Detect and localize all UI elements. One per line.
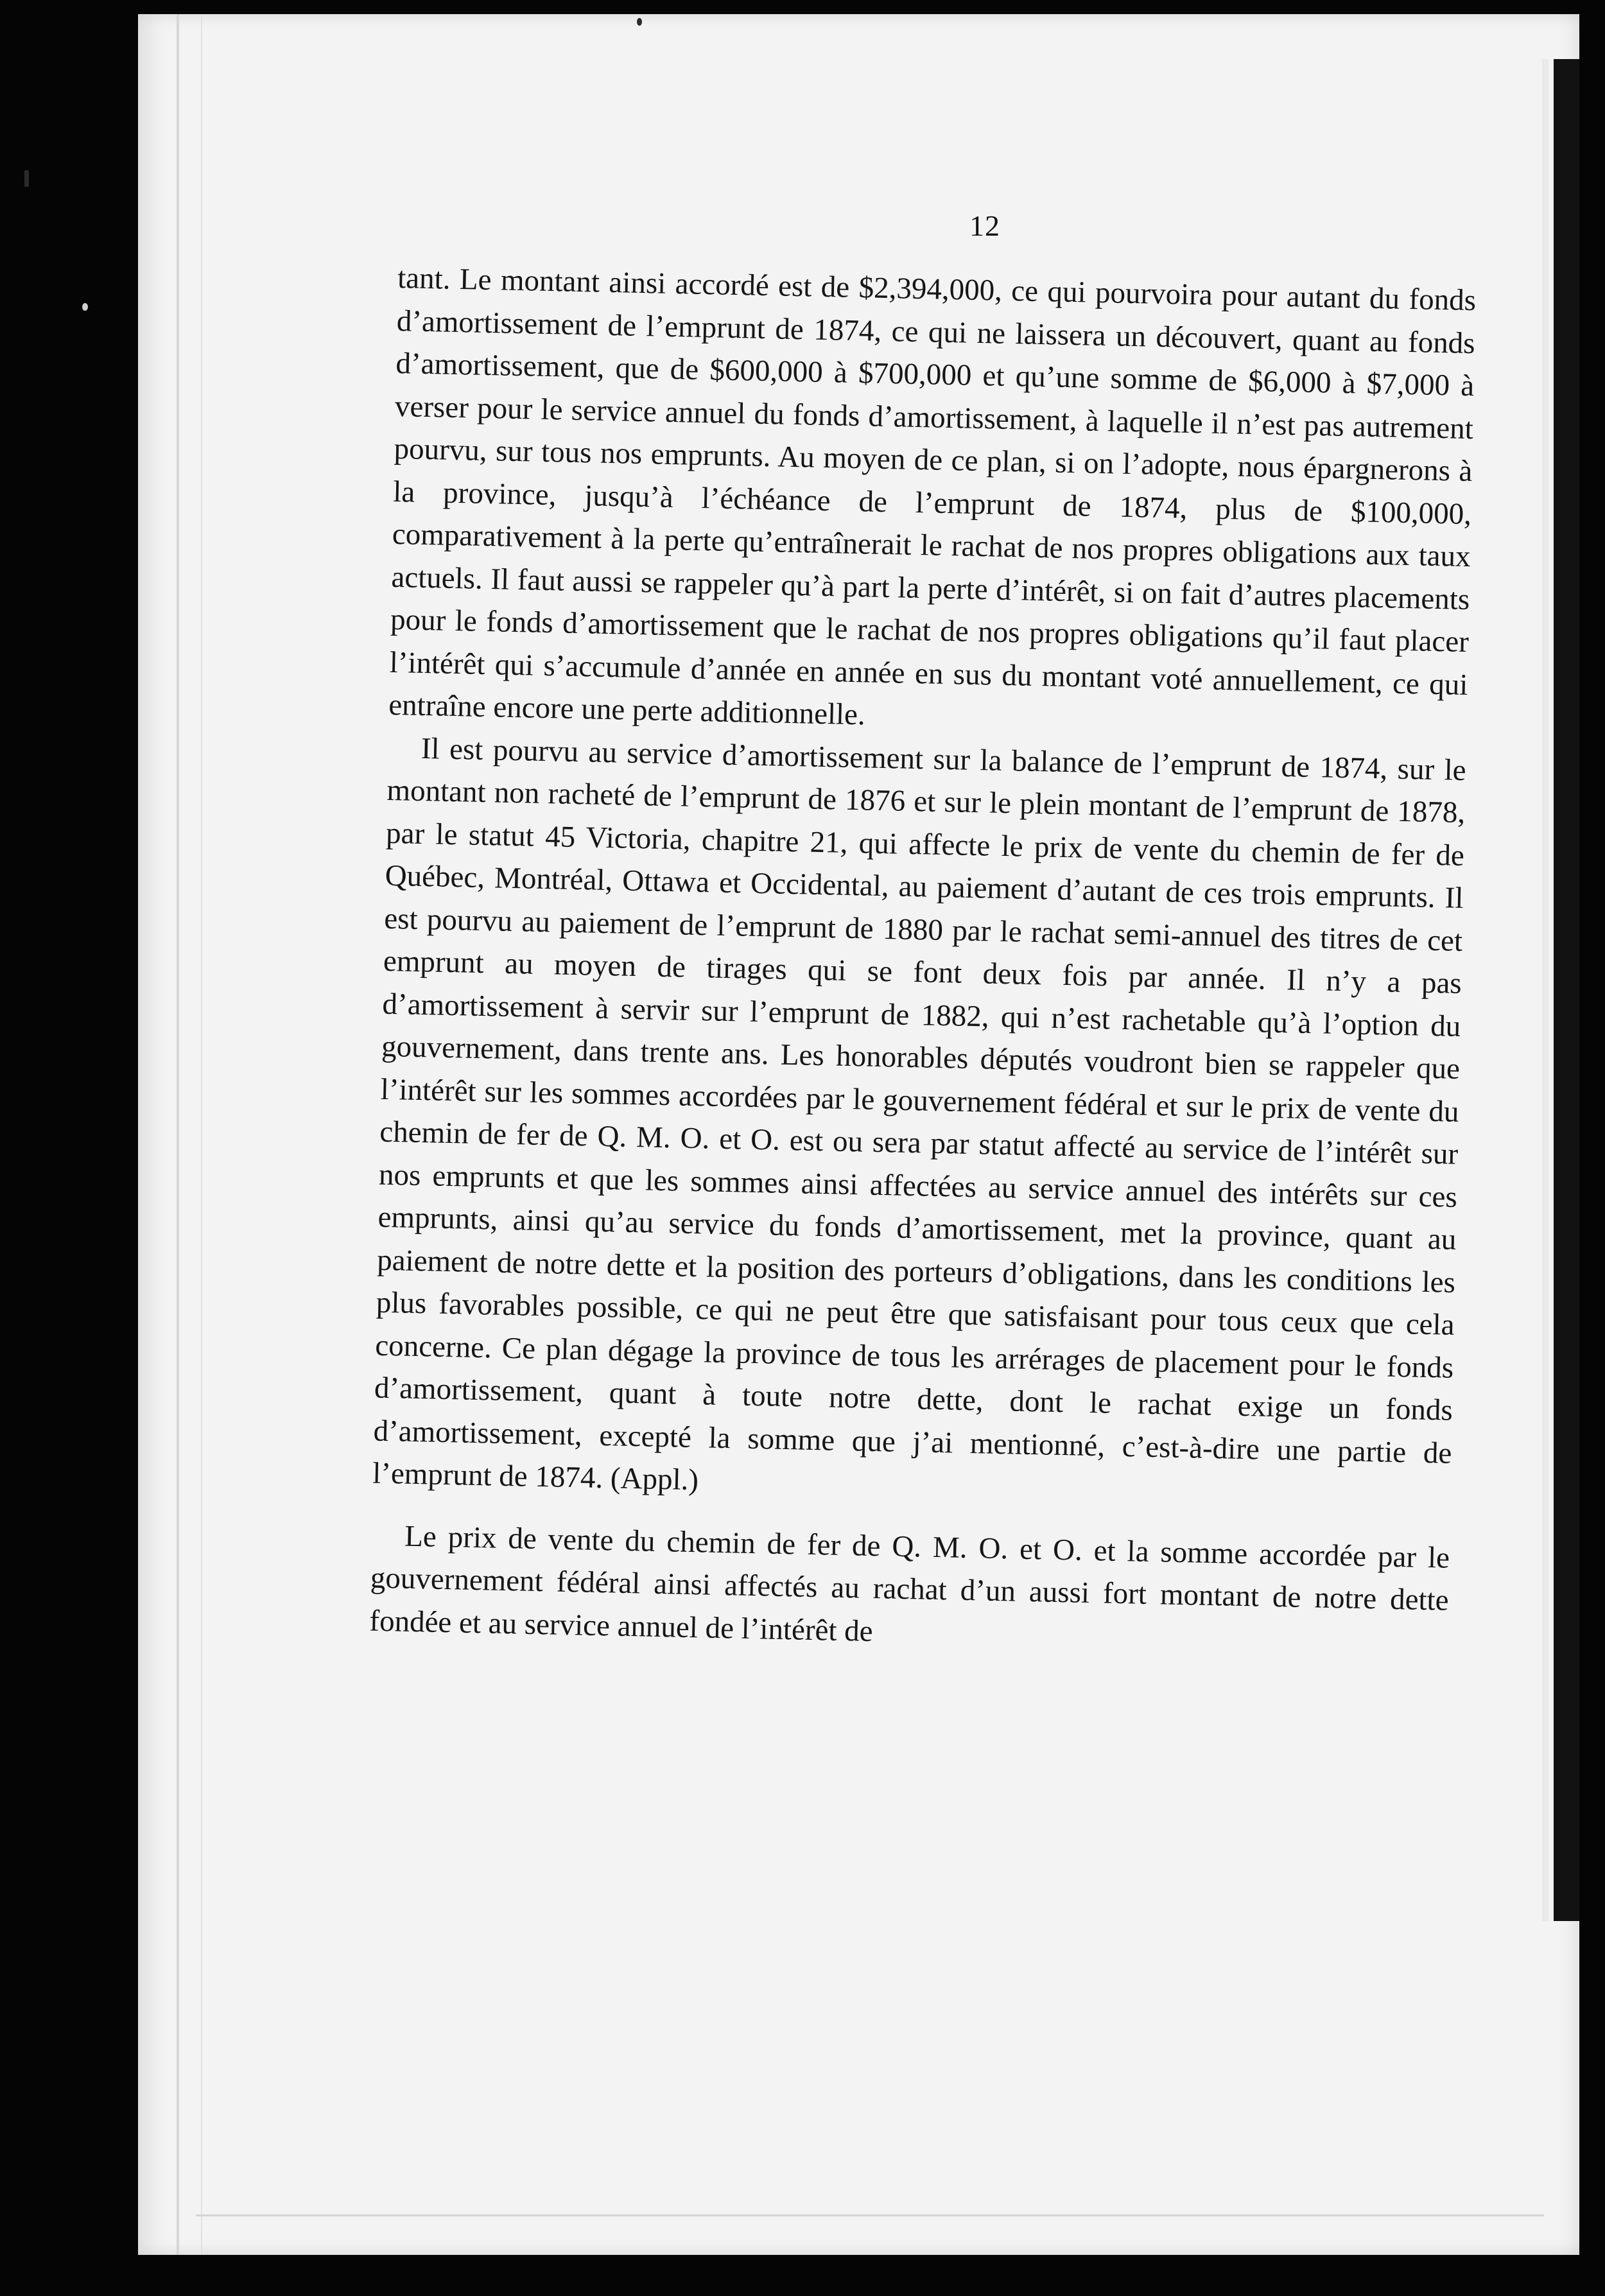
page-number: 12 (969, 209, 1000, 242)
paragraph-3: Le prix de vente du chemin de fer de Q. M. O. et O. et la somme accordée par le gouvernement fédéral ainsi affectés au rachat d’un aussi fort montant de notre dette fondée et au service annuel de l’intérêt de (369, 1519, 1450, 1648)
margin-mark (24, 170, 29, 187)
scan-speck (637, 18, 642, 26)
paragraph-1: tant. Le montant ainsi accordé est de $2,394,000, ce qui pourvoira pour autant du fonds d’amortissement de l’emprunt de 1874, ce qui ne laissera un découvert, quant au fonds d’amortissement, que de $600,000 à $700,000 et qu’une somme de $6,000 à $7,000 à verser pour le service annuel du fonds d’amortissement, à laquelle il n’est pas autrement pourvu, sur tous nos emprunts. Au moyen de ce plan, si on l’adopte, nous épargnerons à la province, jusqu’à l’échéance de l’emprunt de 1874, plus de $100,000, comparativement à la perte qu’entraînerait le rachat de nos propres obligations aux taux actuels. Il faut aussi se rappeler qu’à part la perte d’intérêt, si on fait d’autres placements pour le fonds d’amortissement que le rachat de nos propres obligations qu’il faut placer l’intérêt qui s’accumule d’année en année en sus du montant voté annuellement, ce qui entraîne encore une perte additionnelle. (388, 261, 1477, 732)
paragraph-2: Il est pourvu au service d’amortissement sur la balance de l’emprunt de 1874, sur le montant non racheté de l’emprunt de 1876 et sur le plein montant de l’emprunt de 1878, par le statut 45 Victoria, chapitre 21, qui affecte le prix de vente du chemin de fer de Québec, Montréal, Ottawa et Occidental, au paiement d’autant de ces trois emprunts. Il est pourvu au paiement de l’emprunt de 1880 par le rachat semi-annuel des titres de cet emprunt au moyen de tirages qui se font deux fois par année. Il n’y a pas d’amortissement à servir sur l’emprunt de 1882, qui n’est rachetable qu’à l’option du gouvernement, dans trente ans. Les honorables députés voudront bien se rappeler que l’intérêt sur les sommes accordées par le gouvernement fédéral et sur le prix de vente du chemin de fer de Q. M. O. et O. est ou sera par statut affecté au service de l’intérêt sur nos emprunts et que les sommes ainsi affectées au service annuel des intérêts sur ces emprunts, ainsi qu’au service du fonds d’amortissement, met la province, quant au paiement de notre dette et la position des porteurs d’obligations, dans les conditions les plus favorables possible, ce qui ne peut être que satisfaisant pour tous ceux que cela concerne. Ce plan dégage la province de tous les arrérages de placement pour le fonds d’amortissement, quant à toute notre dette, dont le rachat exige un fonds d’amortissement, excepté la somme que j’ai mentionné, c’est-à-dire une partie de l’emprunt de 1874. (Appl.) (372, 731, 1467, 1497)
bottom-fold-line (196, 2214, 1544, 2216)
page-edge-line (177, 14, 179, 2255)
right-page-strip (1542, 59, 1549, 1921)
page-edge-line-secondary (201, 14, 202, 2255)
right-dark-border (1554, 59, 1579, 1921)
margin-speck (82, 303, 88, 311)
body-text (369, 257, 1477, 1665)
